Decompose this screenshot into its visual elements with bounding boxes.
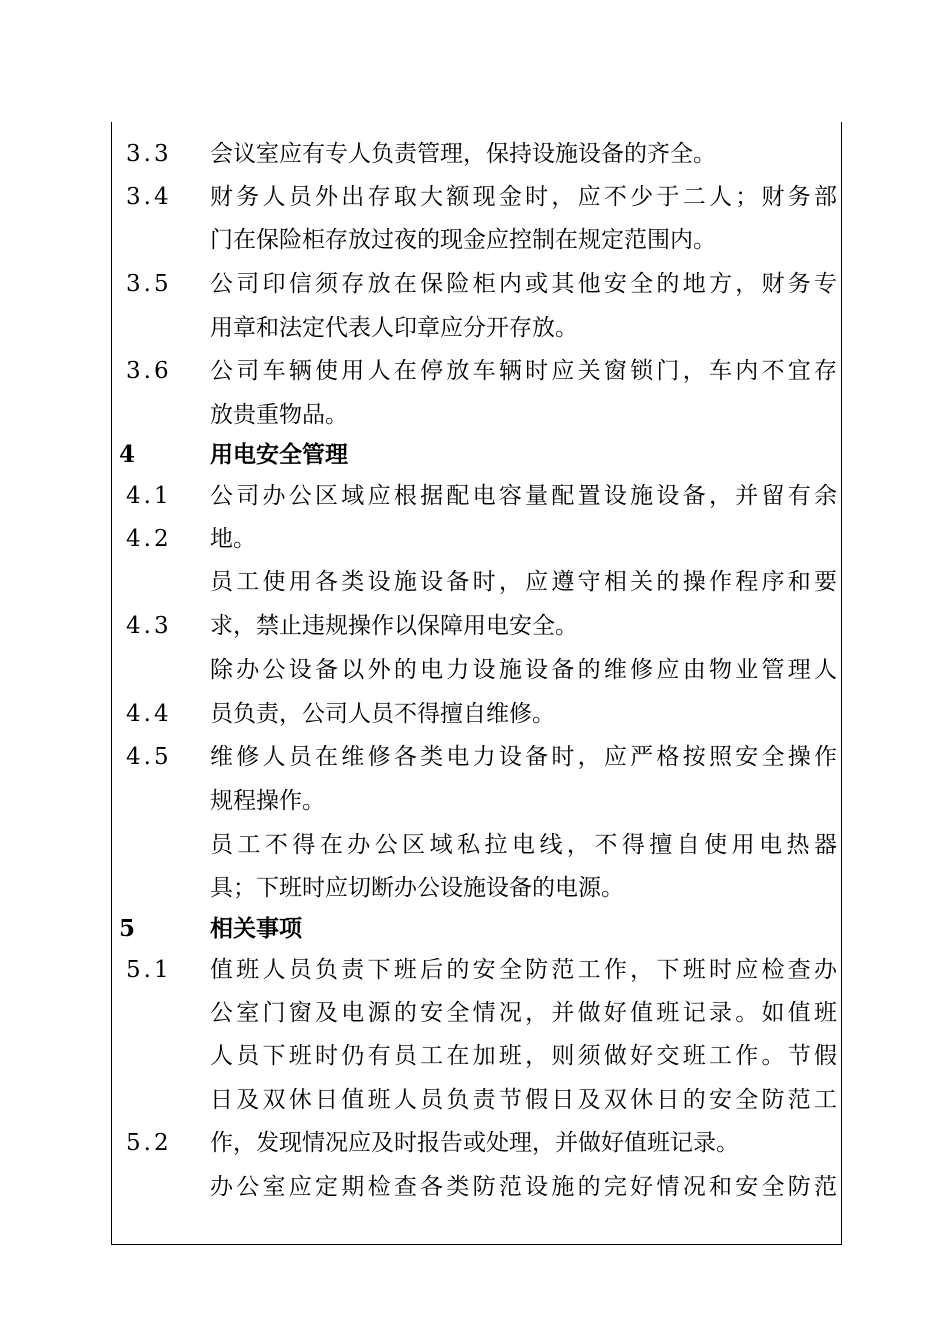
clause-text: 办公室应定期检查各类防范设施的完好情况和安全防范 [210,1174,837,1200]
clause-text: 人员下班时仍有员工在加班，则须做好交班工作。节假 [210,1043,837,1069]
clause-number: 4.1 [126,483,172,509]
clause-number: 4.2 [126,526,172,552]
section-heading-line [0,909,950,949]
clause-number: 4.3 [126,613,172,639]
clause-number: 3.4 [126,184,172,210]
document-line [0,868,950,908]
clause-number: 5.2 [126,1130,172,1156]
clause-text: 地。 [210,526,256,552]
clause-text: 具；下班时应切断办公设施设备的电源。 [210,875,624,901]
section-heading-line [0,435,950,475]
clause-text: 门在保险柜存放过夜的现金应控制在规定范围内。 [210,227,716,253]
clause-text: 求，禁止违规操作以保障用电安全。 [210,613,578,639]
document-line [0,1080,950,1120]
clause-text: 员工不得在办公区域私拉电线，不得擅自使用电热器 [210,832,837,858]
document-line [0,950,950,990]
clause-text: 公司车辆使用人在停放车辆时应关窗锁门，车内不宜存 [210,358,837,384]
document-line [0,650,950,690]
clause-number: 3.3 [126,141,172,167]
clause-text: 员负责，公司人员不得擅自维修。 [210,701,555,727]
document-line [0,351,950,391]
clause-text: 放贵重物品。 [210,402,348,428]
clause-number: 3.6 [126,358,172,384]
document-line [0,993,950,1033]
document-line [0,308,950,348]
clause-text: 会议室应有专人负责管理，保持设施设备的齐全。 [210,141,716,167]
clause-text: 员工使用各类设施设备时，应遵守相关的操作程序和要 [210,569,837,595]
document-line [0,177,950,217]
document-line [0,562,950,602]
document-line [0,476,950,516]
clause-text: 公室门窗及电源的安全情况，并做好值班记录。如值班 [210,1000,837,1026]
clause-text: 公司办公区域应根据配电容量配置设施设备，并留有余 [210,483,837,509]
section-number: 5 [119,915,139,942]
clause-number: 4.5 [126,744,172,770]
document-line [0,1036,950,1076]
section-title: 相关事项 [210,915,302,942]
clause-text: 财务人员外出存取大额现金时，应不少于二人；财务部 [210,184,837,210]
clause-text: 公司印信须存放在保险柜内或其他安全的地方，财务专 [210,271,837,297]
document-line [0,134,950,174]
clause-number: 3.5 [126,271,172,297]
document-line [0,1167,950,1207]
clause-number: 4.4 [126,701,172,727]
clause-text: 规程操作。 [210,788,325,814]
clause-text: 日及双休日值班人员负责节假日及双休日的安全防范工 [210,1087,837,1113]
document-line [0,694,950,734]
clause-text: 维修人员在维修各类电力设备时，应严格按照安全操作 [210,744,837,770]
document-line [0,264,950,304]
document-line [0,825,950,865]
document-line [0,737,950,777]
document-line [0,781,950,821]
section-title: 用电安全管理 [210,441,348,468]
document-line [0,606,950,646]
document-line [0,1123,950,1163]
document-line [0,395,950,435]
section-number: 4 [119,441,139,468]
clause-text: 作，发现情况应及时报告或处理，并做好值班记录。 [210,1130,739,1156]
clause-text: 除办公设备以外的电力设施设备的维修应由物业管理人 [210,657,837,683]
document-line [0,519,950,559]
document-line [0,220,950,260]
clause-text: 用章和法定代表人印章应分开存放。 [210,315,578,341]
clause-number: 5.1 [126,957,172,983]
clause-text: 值班人员负责下班后的安全防范工作，下班时应检查办 [210,957,837,983]
